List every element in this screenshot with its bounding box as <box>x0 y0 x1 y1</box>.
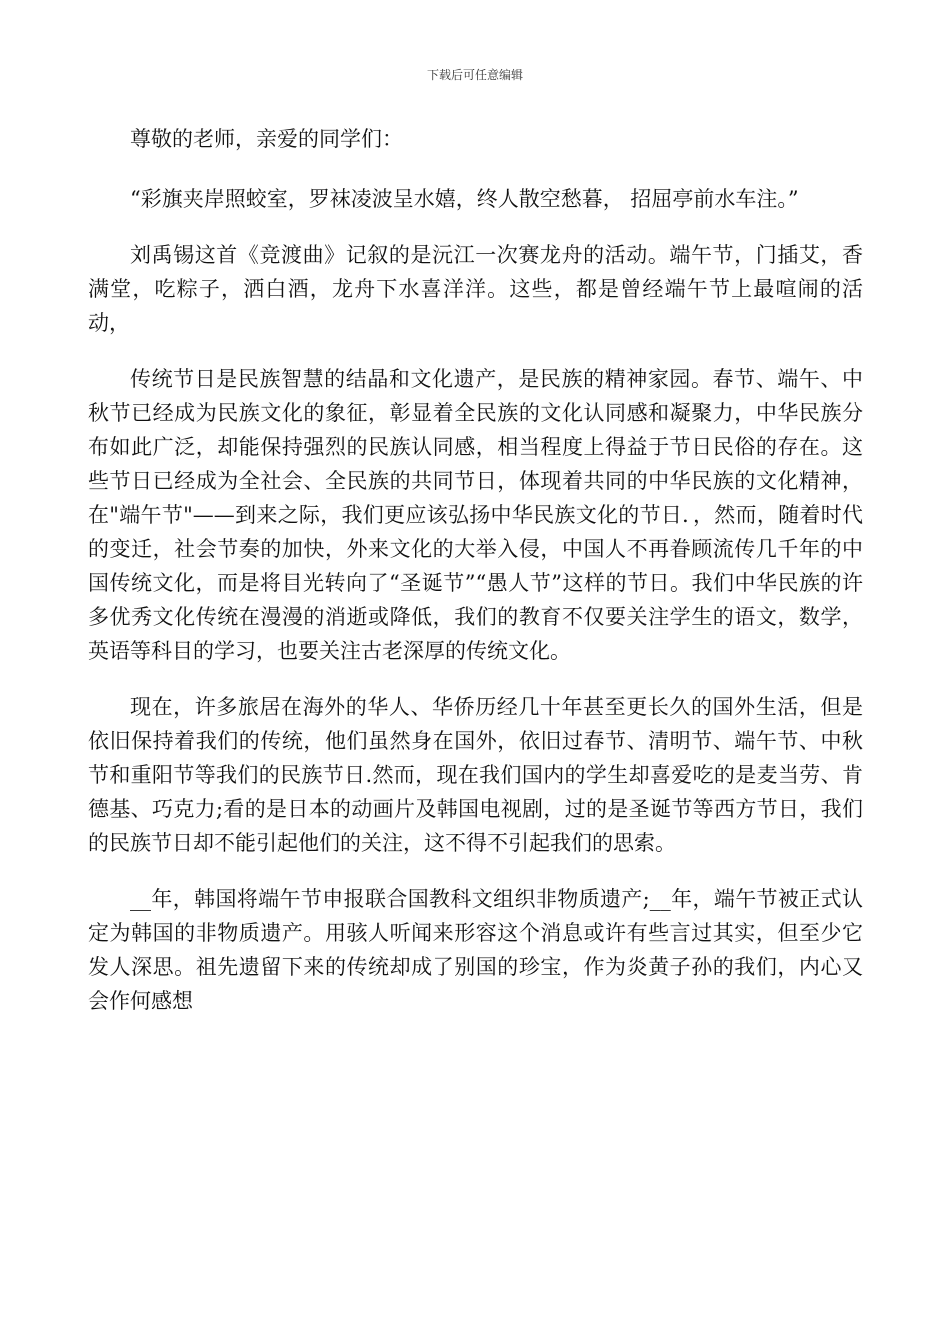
greeting-paragraph: 尊敬的老师，亲爱的同学们： <box>130 127 403 151</box>
document-body <box>88 122 863 1040</box>
korea-paragraph: __年，韩国将端午节申报联合国教科文组织非物质遗产;__年，端午节被正式认定为韩国的非物质遗产。用骇人听闻来形容这个消息或许有些言过其实，但至少它发人深思。祖先遗留下来的传统却成了别国的珍宝，作为炎黄子孙的我们，内心又会作何感想 <box>88 887 863 1013</box>
tradition-paragraph: 传统节日是民族智慧的结晶和文化遗产，是民族的精神家园。春节、端午、中秋节已经成为民族文化的象征，彰显着全民族的文化认同感和凝聚力，中华民族分布如此广泛，却能保持强烈的民族认同感，相当程度上得益于节日民俗的存在。这些节日已经成为全社会、全民族的共同节日，体现着共同的中华民族的文化精神，在"端午节"——到来之际，我们更应该弘扬中华民族文化的节日．，然而，随着时代的变迁，社会节奏的加快，外来文化的大举入侵，中国人不再眷顾流传几千年的中国传统文化，而是将目光转向了“圣诞节”“愚人节”这样的节日。我们中华民族的许多优秀文化传统在漫漫的消逝或降低，我们的教育不仅要关注学生的语文，数学，英语等科目的学习，也要关注古老深厚的传统文化。 <box>88 367 863 663</box>
poem-quote-paragraph: “彩旗夹岸照蛟室，罗袜凌波呈水嬉，终人散空愁暮， 招屈亭前水车注。” <box>130 187 799 211</box>
intro-paragraph: 刘禹锡这首《竞渡曲》记叙的是沅江一次赛龙舟的活动。端午节，门插艾，香满堂，吃粽子，洒白酒，龙舟下水喜洋洋。这些，都是曾经端午节上最喧闹的活动， <box>88 243 863 335</box>
page-header-note: 下载后可任意编辑 <box>426 68 523 82</box>
overseas-paragraph: 现在，许多旅居在海外的华人、华侨历经几十年甚至更长久的国外生活，但是依旧保持着我们的传统，他们虽然身在国外，依旧过春节、清明节、端午节、中秋节和重阳节等我们的民族节日.然而，现在我们国内的学生却喜爱吃的是麦当劳、肯德基、巧克力;看的是日本的动画片及韩国电视剧，过的是圣诞节等西方节日，我们的民族节日却不能引起他们的关注，这不得不引起我们的思索。 <box>88 695 863 855</box>
